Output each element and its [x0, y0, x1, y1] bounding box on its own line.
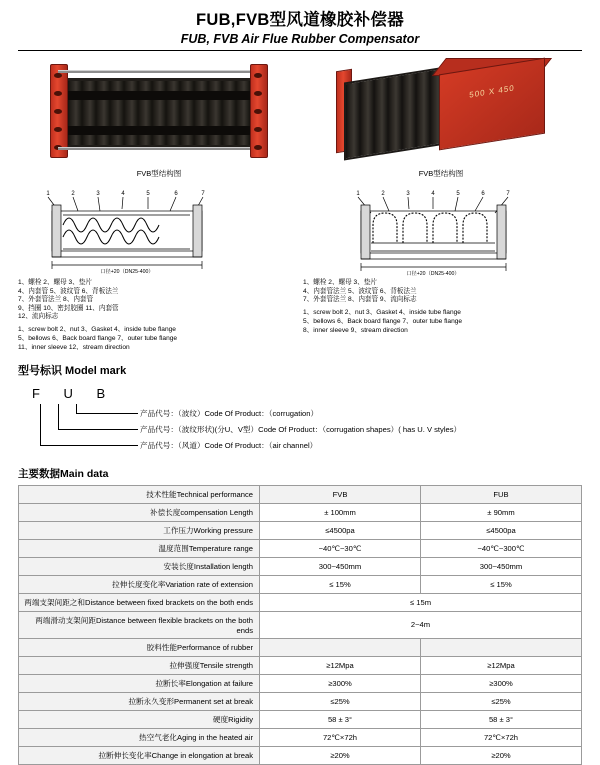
cell-fub: ≥300%	[421, 674, 582, 692]
parts-line: 1、螺栓 2、螺母 3、垫片	[303, 279, 378, 286]
table-row	[19, 539, 582, 557]
corrugation-body	[68, 78, 250, 148]
table-row	[19, 593, 582, 611]
cell-fvb: ± 100mm	[260, 503, 421, 521]
technical-drawings	[18, 185, 582, 352]
row-label: 拉断永久变形Permanent set at break	[19, 692, 260, 710]
svg-text:4: 4	[431, 191, 435, 197]
cell-fvb: 300~450mm	[260, 557, 421, 575]
cell-span: ≤ 15m	[260, 593, 582, 611]
tie-rod-top	[58, 70, 260, 73]
cell-fub: 72℃×72h	[421, 728, 582, 746]
flange-right	[250, 64, 268, 158]
leader-line	[40, 404, 41, 446]
leader-line	[58, 404, 59, 430]
leader-line	[40, 445, 138, 446]
model-mark-heading: 型号标识 Model mark	[18, 364, 127, 377]
fub-bellows-illustration	[334, 56, 549, 164]
svg-text:7: 7	[506, 191, 510, 197]
cell-fub: 58 ± 3°	[421, 710, 582, 728]
fvb-bellows-illustration	[44, 56, 274, 164]
photo-caption-fub: FVB型结构图	[418, 169, 464, 178]
dimension-note-right: 口径+20（DN25-400）	[406, 271, 460, 277]
svg-text:2: 2	[71, 191, 75, 197]
cell-fub: ≥12Mpa	[421, 656, 582, 674]
parts-line: 1、螺栓 2、螺母 3、垫片	[18, 279, 93, 286]
cell-fub: ≤4500pa	[421, 521, 582, 539]
row-label: 两端支架间距之和Distance between fixed brackets on the both ends	[19, 593, 260, 611]
svg-text:5: 5	[456, 191, 460, 197]
table-row	[19, 521, 582, 539]
parts-line-en: 11、inner sleeve 12、stream direction	[18, 343, 130, 351]
cell-fvb: ≤4500pa	[260, 521, 421, 539]
photo-fvb	[34, 56, 284, 179]
parts-line-en: 1、screw bolt 2、nut 3、Gasket 4、inside tube flange	[18, 325, 176, 333]
parts-line-en: 5、bellows 6、Back board flange 7、outer tube flange	[18, 334, 178, 342]
row-label: 拉断伸长变化率Change in elongation at break	[19, 746, 260, 764]
main-data-table	[18, 485, 582, 765]
table-row	[19, 728, 582, 746]
cell-fub: 300~450mm	[421, 557, 582, 575]
fvb-section-svg	[18, 185, 303, 277]
parts-list-cn-fvb	[18, 279, 303, 322]
parts-line: 4、内套管 5、波纹管 6、背板法兰	[18, 287, 119, 295]
model-mark-row-3: 产品代号：（风道）Code Of Product：（air channel）	[140, 440, 318, 450]
row-label: 拉断长率Elongation at failure	[19, 674, 260, 692]
model-mark-diagram	[18, 386, 582, 460]
svg-text:2: 2	[381, 191, 385, 197]
tie-rod-bottom	[58, 147, 260, 150]
col-header-fub: FUB	[421, 485, 582, 503]
model-mark-row-2: 产品代号：（波纹形状)(分U、V型）Code Of Product：（corrugation shapes）( has U. V styles）	[140, 424, 462, 434]
svg-text:5: 5	[146, 191, 150, 197]
row-label: 拉伸长度变化率Variation rate of extension	[19, 575, 260, 593]
cell-fvb: ≤25%	[260, 692, 421, 710]
parts-line: 12、流向标志	[18, 313, 59, 321]
cell-fvb: 58 ± 3°	[260, 710, 421, 728]
cell-fub: ≤25%	[421, 692, 582, 710]
page-title-cn: FUB,FVB型风道橡胶补偿器	[196, 11, 404, 29]
cell-span: 2~4m	[260, 611, 582, 638]
col-header-fvb: FVB	[260, 485, 421, 503]
row-label: 热空气老化Aging in the heated air	[19, 728, 260, 746]
cell-fvb: ≥300%	[260, 674, 421, 692]
cell-fvb: ≥12Mpa	[260, 656, 421, 674]
dimension-note-left: 口径+20（DN25-400）	[100, 269, 154, 275]
table-row	[19, 674, 582, 692]
product-photos	[18, 59, 582, 179]
table-row	[19, 611, 582, 638]
svg-text:1: 1	[356, 191, 360, 197]
cell-fub: ≥20%	[421, 746, 582, 764]
parts-list-en-fub	[303, 308, 588, 335]
table-subheader-row	[19, 638, 582, 656]
table-row	[19, 557, 582, 575]
cell-fub: −40℃~300℃	[421, 539, 582, 557]
table-row	[19, 746, 582, 764]
cell-fub: ± 90mm	[421, 503, 582, 521]
drawing-canvas-fub	[303, 185, 588, 277]
row-label: 两端滑动支架间距Distance between flexible brackets on the both ends	[19, 611, 260, 638]
table-row	[19, 656, 582, 674]
table-row	[19, 503, 582, 521]
svg-text:3: 3	[406, 191, 410, 197]
row-label: 补偿长度compensation Length	[19, 503, 260, 521]
corrugation-body-square	[344, 65, 452, 160]
svg-text:6: 6	[481, 191, 485, 197]
fub-section-svg	[303, 185, 588, 277]
cell-fvb: ≥20%	[260, 746, 421, 764]
parts-list-en-fvb	[18, 325, 303, 352]
page-title-block	[18, 0, 582, 51]
cell-fub	[421, 638, 582, 656]
box-size-label: 500 X 450	[468, 83, 515, 100]
cell-fvb: −40℃~30℃	[260, 539, 421, 557]
cell-fub: ≤ 15%	[421, 575, 582, 593]
drawing-fvb	[18, 185, 303, 352]
table-header-row	[19, 485, 582, 503]
parts-line-en: 5、bellows 6、Back board flange 7、outer tube flange	[303, 317, 463, 325]
table-row	[19, 710, 582, 728]
svg-text:1: 1	[46, 191, 50, 197]
parts-line-en: 1、screw bolt 2、nut 3、Gasket 4、inside tube flange	[303, 308, 461, 316]
row-label: 拉伸强度Tensile strength	[19, 656, 260, 674]
leader-line	[76, 413, 138, 414]
leader-line	[58, 429, 138, 430]
photo-caption-fvb: FVB型结构图	[136, 169, 182, 178]
photo-fub	[316, 56, 566, 179]
row-label: 安装长度Installation length	[19, 557, 260, 575]
svg-text:6: 6	[174, 191, 178, 197]
title-divider	[18, 50, 582, 51]
row-label: 温度范围Temperature range	[19, 539, 260, 557]
model-mark-row-1: 产品代号：（波纹）Code Of Product：（corrugation）	[140, 408, 319, 418]
row-label: 硬度Rigidity	[19, 710, 260, 728]
page-title-en: FUB, FVB Air Flue Rubber Compensator	[180, 32, 420, 46]
table-row	[19, 575, 582, 593]
parts-list-cn-fub	[303, 279, 588, 305]
cell-fvb: ≤ 15%	[260, 575, 421, 593]
drawing-fub	[303, 185, 588, 352]
parts-line-en: 8、inner sleeve 9、stream direction	[303, 326, 408, 334]
model-mark-letters: F U B	[32, 385, 116, 401]
parts-line: 7、外套管法兰 8、内套管	[18, 296, 94, 304]
row-label: 胶料性能Performance of rubber	[19, 638, 260, 656]
cell-fvb	[260, 638, 421, 656]
col-header-performance: 技术性能Technical performance	[19, 485, 260, 503]
row-label: 工作压力Working pressure	[19, 521, 260, 539]
parts-line: 9、挡圈 10、密封胶圈 11、内套管	[18, 304, 119, 312]
parts-line: 7、外套管法兰 8、内套管 9、流向标志	[303, 296, 417, 304]
svg-text:7: 7	[201, 191, 205, 197]
svg-text:4: 4	[121, 191, 125, 197]
table-title: 主要数据Main data	[18, 467, 109, 480]
svg-text:3: 3	[96, 191, 100, 197]
parts-line: 4、内套管法兰 5、波纹管 6、背板法兰	[303, 287, 417, 295]
flange-left	[50, 64, 68, 158]
cell-fvb: 72℃×72h	[260, 728, 421, 746]
drawing-canvas-fvb	[18, 185, 303, 277]
table-row	[19, 692, 582, 710]
box-front-face	[439, 58, 545, 151]
